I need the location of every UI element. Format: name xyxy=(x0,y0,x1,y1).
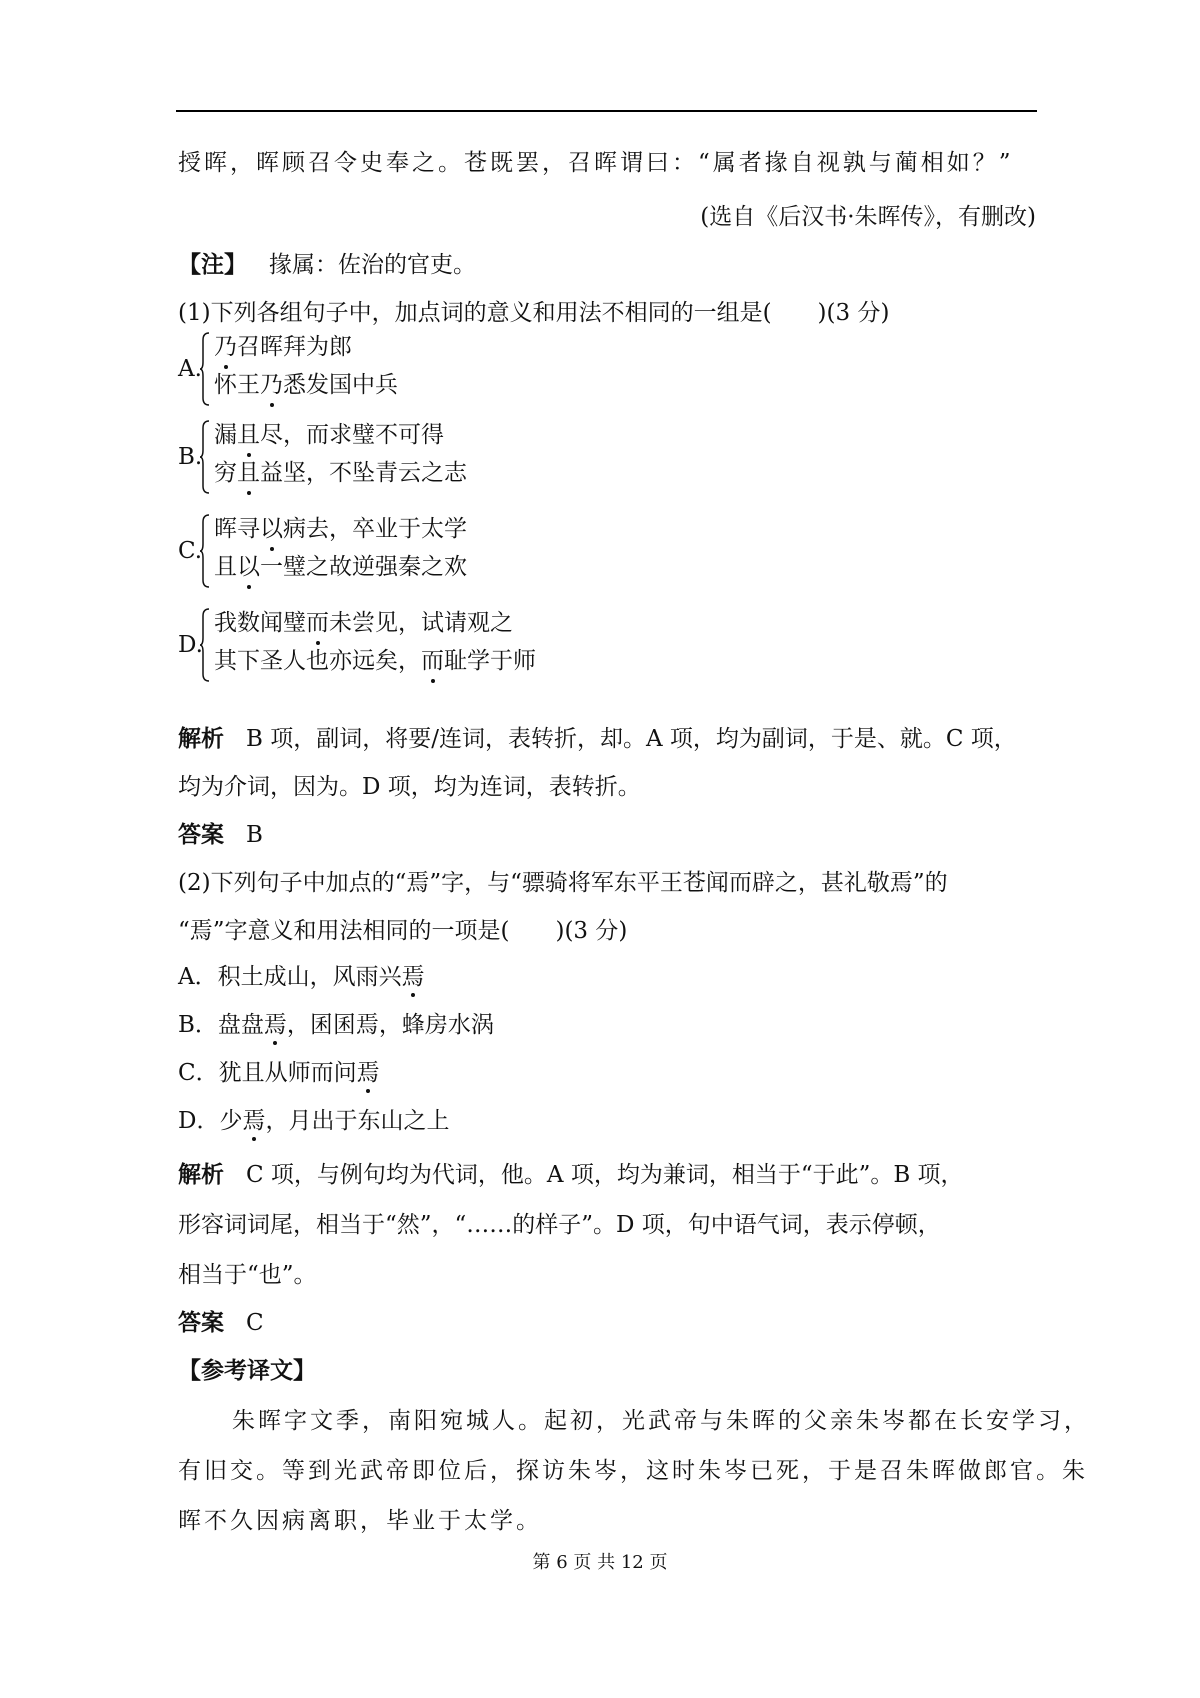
brace-icon xyxy=(200,514,210,588)
dotted-word: 乃 xyxy=(214,330,237,364)
brace-icon xyxy=(200,420,210,494)
q2-analysis-line-2: 形容词词尾，相当于“然”，“……的样子”。D 项，句中语气词，表示停顿， xyxy=(178,1212,941,1238)
option-letter: D. xyxy=(178,632,203,658)
note-label: 【注】 xyxy=(178,252,247,278)
brace-icon xyxy=(200,332,210,406)
option-letter: B. xyxy=(178,444,203,470)
answer-value: B xyxy=(246,822,263,848)
passage-line: 授晖，晖顾召令史奉之。苍既罢，召晖谓曰：“属者掾自视孰与蔺相如？” xyxy=(178,150,1014,176)
answer-value: C xyxy=(246,1310,264,1336)
q2-option-d: D．少焉，月出于东山之上 xyxy=(178,1108,450,1134)
translation-line-3: 晖不久因病离职，毕业于太学。 xyxy=(178,1508,542,1534)
option-line-1: 晖寻以病去，卒业于太学 xyxy=(214,512,467,550)
page-footer: 第 6 页 共 12 页 xyxy=(532,1552,668,1573)
analysis-label: 解析 xyxy=(178,726,224,752)
brace-icon xyxy=(200,608,210,682)
q1-analysis-line-2: 均为介词，因为。D 项，均为连词，表转折。 xyxy=(178,774,641,800)
q2-analysis-line-1: 解析 C 项，与例句均为代词，他。A 项，均为兼词，相当于“于此”。B 项， xyxy=(178,1162,964,1188)
q2-option-c: C．犹且从师而问焉 xyxy=(178,1060,380,1086)
dotted-word: 且 xyxy=(237,456,260,490)
note xyxy=(178,250,476,280)
translation-line-1: 朱晖字文季，南阳宛城人。起初，光武帝与朱晖的父亲朱岑都在长安学习， xyxy=(232,1408,1090,1434)
dotted-word: 以 xyxy=(237,550,260,584)
q2-stem-line-1: (2)下列句子中加点的“焉”字，与“骠骑将军东平王苍闻而辟之，甚礼敬焉”的 xyxy=(178,870,948,896)
dotted-word: 而 xyxy=(421,644,444,678)
header-rule xyxy=(176,110,1037,112)
line-rest: 召晖拜为郎 xyxy=(237,334,352,360)
option-line-1: 漏且尽，而求璧不可得 xyxy=(214,418,467,456)
q2-stem-line-2: “焉”字意义和用法相同的一项是( )(3 分) xyxy=(178,918,628,944)
q2-analysis-line-3: 相当于“也”。 xyxy=(178,1262,317,1288)
option-line-1: 我数闻璧而未尝见，试请观之 xyxy=(214,606,536,644)
dotted-word: 焉 xyxy=(263,1012,287,1038)
translation-line-2: 有旧交。等到光武帝即位后，探访朱岑，这时朱岑已死，于是召朱晖做郎官。朱 xyxy=(178,1458,1088,1484)
answer-label: 答案 xyxy=(178,822,224,848)
q2-option-a: A．积土成山，风雨兴焉 xyxy=(178,964,425,990)
q1-analysis-line-1: 解析 B 项，副词，将要/连词，表转折，却。A 项，均为副词，于是、就。C 项， xyxy=(178,726,1017,752)
dotted-word: 焉 xyxy=(242,1108,266,1134)
dotted-word: 焉 xyxy=(401,964,425,990)
q2-option-b: B．盘盘焉，囷囷焉，蜂房水涡 xyxy=(178,1012,494,1038)
source-citation: (选自《后汉书·朱晖传》，有删改) xyxy=(700,204,1036,230)
q1-answer xyxy=(178,820,263,850)
option-letter: A. xyxy=(178,356,202,382)
option-line-2: 且以一璧之故逆强秦之欢 xyxy=(214,550,467,588)
note-text: 掾属：佐治的官吏。 xyxy=(268,252,476,278)
answer-label: 答案 xyxy=(178,1310,224,1336)
dotted-word: 焉 xyxy=(356,1060,380,1086)
dotted-word: 且 xyxy=(237,418,260,452)
option-letter: C. xyxy=(178,538,203,564)
q1-stem: (1)下列各组句子中，加点词的意义和用法不相同的一组是( )(3 分) xyxy=(178,300,890,326)
translation-label: 【参考译文】 xyxy=(178,1358,316,1384)
dotted-word: 而 xyxy=(306,606,329,640)
analysis-label: 解析 xyxy=(178,1162,224,1188)
option-line-2: 穷且益坚，不坠青云之志 xyxy=(214,456,467,494)
q2-answer xyxy=(178,1308,264,1338)
option-line-2: 其下圣人也亦远矣，而耻学于师 xyxy=(214,644,536,682)
dotted-word: 以 xyxy=(260,512,283,546)
dotted-word: 乃 xyxy=(260,368,283,402)
option-line-2: 怀王乃悉发国中兵 xyxy=(214,368,398,406)
option-line-1 xyxy=(214,330,398,368)
